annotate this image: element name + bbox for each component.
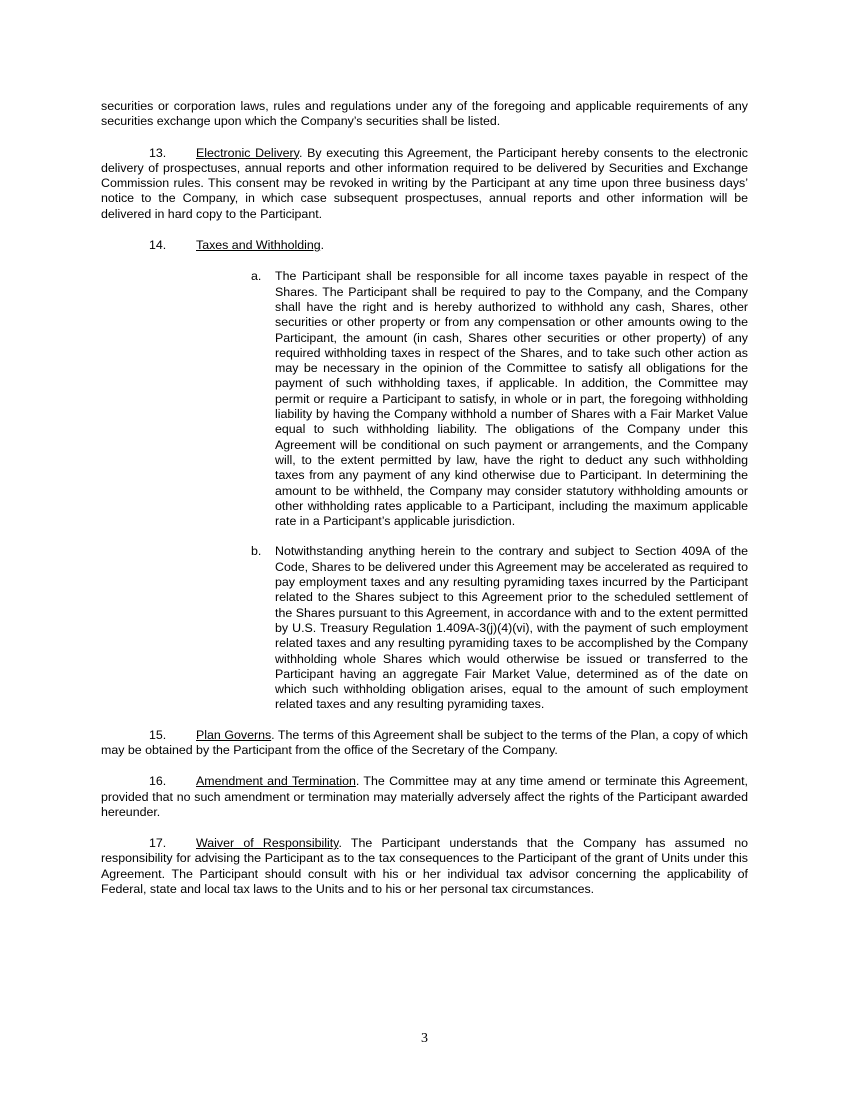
- section-14-heading: Taxes and Withholding: [196, 238, 321, 253]
- section-14-text: .: [320, 238, 325, 253]
- section-17-number: 17.: [149, 836, 167, 851]
- section-15-paragraph: [101, 728, 748, 759]
- section-16-number: 16.: [149, 774, 167, 789]
- section-16-text: . The Committee may at any time amend or terminate this Agreement, provided that no such amendment or termination may materially adversely affect the rights of the Participant awarded hereunder.: [101, 774, 749, 819]
- section-13-heading: Electronic Delivery: [196, 145, 299, 160]
- intro-paragraph: securities or corporation laws, rules and regulations under any of the foregoing and applicable requirements of any securities exchange upon which the Company’s securities shall be listed.: [101, 99, 748, 129]
- section-15-number: 15.: [149, 727, 167, 742]
- section-13-paragraph: [101, 146, 748, 222]
- document-body: [101, 99, 748, 913]
- section-13-number: 13.: [149, 145, 167, 160]
- section-16-heading: Amendment and Termination: [196, 774, 356, 789]
- section-17-heading: Waiver of Responsibility: [196, 836, 339, 851]
- section-15-text: . The terms of this Agreement shall be subject to the terms of the Plan, a copy of which may be obtained by the Participant from the office of the Secretary of the Company.: [101, 727, 748, 757]
- section-17-text: . The Participant understands that the Company has assumed no responsibility for advising the Participant as to the tax consequences to the Participant of the grant of Units under this Agreement. The Participant should consult with his or her individual tax advisor concerning the applicability of Federal, state and local tax laws to the Units and to his or her personal tax circumstances.: [101, 836, 748, 897]
- section-14-number: 14.: [149, 238, 167, 253]
- subsection-a-text: The Participant shall be responsible for all income taxes payable in respect of the Shares. The Participant shall be required to pay to the Company, and the Company shall have the right and is hereby authorized to withhold any cash, Shares, other securities or other property or from any compensation or other amounts owing to the Participant, the amount (in cash, Shares other securities or other property) of any required withholding taxes in respect of the Shares, and to take such other action as may be necessary in the opinion of the Committee to satisfy all obligations for the payment of such withholding taxes, if applicable. In addition, the Committee may permit or require a Participant to satisfy, in whole or in part, the foregoing withholding liability by having the Company withhold a number of Shares with a Fair Market Value equal to such withholding liability. The obligations of the Company under this Agreement will be conditional on such payment or arrangements, and the Company will, to the extent permitted by law, have the right to deduct any such withholding taxes from any payment of any kind otherwise due to Participant. In determining the amount to be withheld, the Company may consider statutory withholding amounts or other withholding rates applicable to a Participant, including the maximum applicable rate in a Participant’s applicable jurisdiction.: [275, 269, 748, 529]
- section-14-paragraph: [101, 238, 748, 253]
- section-14-subsection-b: [251, 544, 748, 712]
- section-13-text: . By executing this Agreement, the Participant hereby consents to the electronic delivery of prospectuses, annual reports and other information required to be delivered by Securities and Exchange Commission rules. This consent may be revoked in writing by the Participant at any time upon three business days’ notice to the Company, in which case subsequent prospectuses, annual reports and other information will be delivered in hard copy to the Participant.: [101, 145, 748, 221]
- page-number: 3: [421, 1031, 428, 1046]
- subsection-b-letter: b.: [251, 544, 262, 559]
- subsection-a-letter: a.: [251, 269, 262, 284]
- section-17-paragraph: [101, 836, 748, 897]
- section-14-subsection-a: [251, 269, 748, 529]
- subsection-b-text: Notwithstanding anything herein to the contrary and subject to Section 409A of the Code, Shares to be delivered under this Agreement may be accelerated as required to pay employment taxes and any resulting pyramiding taxes incurred by the Participant related to the Shares subject to this Agreement prior to the scheduled settlement of the Shares pursuant to this Agreement, in accordance with and to the extent permitted by U.S. Treasury Regulation 1.409A-3(j)(4)(vi), with the payment of such employment related taxes and any resulting pyramiding taxes to be accomplished by the Company withholding whole Shares which would otherwise be issued or transferred to the Participant having an aggregate Fair Market Value, determined as of the date on which such withholding obligation arises, equal to the amount of such employment related taxes and any resulting pyramiding taxes.: [275, 544, 748, 712]
- section-16-paragraph: [101, 774, 748, 820]
- section-15-heading: Plan Governs: [196, 727, 272, 742]
